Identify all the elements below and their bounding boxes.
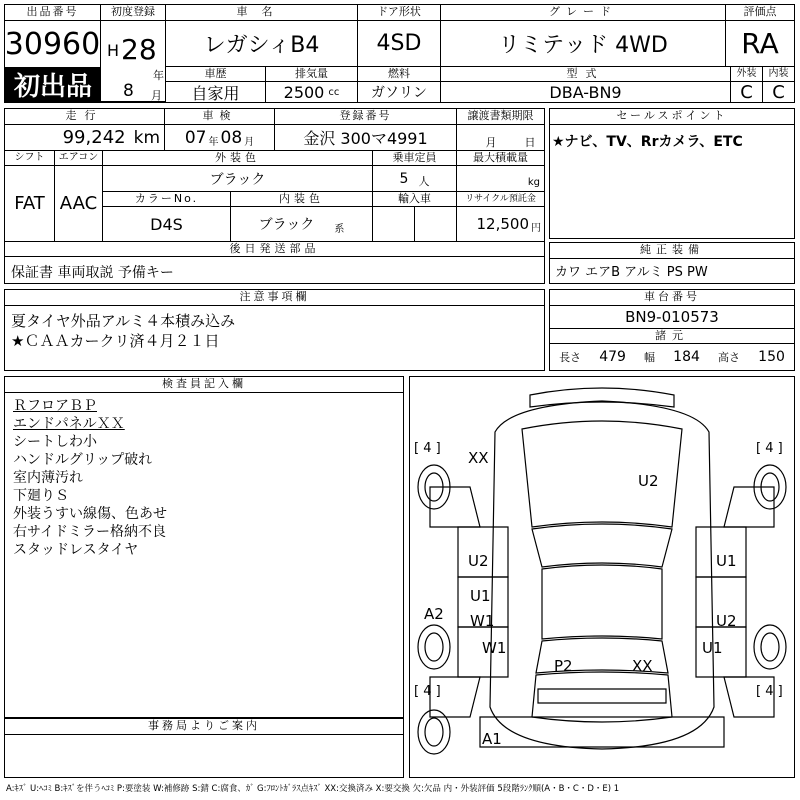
displacement-label: 排気量 <box>266 67 358 82</box>
plate-label: 登録番号 <box>275 109 457 125</box>
notes-line-1: 夏タイヤ外品アルミ４本積み込み <box>11 312 236 330</box>
mark-u2-right: U2 <box>716 612 737 630</box>
selling-point-block <box>549 108 795 239</box>
mark-u1-right-rear: U1 <box>702 639 723 657</box>
later-parts: 保証書 車両取説 予備キー <box>11 265 174 281</box>
inspection-cell <box>165 125 275 151</box>
inspector-line-2: エンドパネルＸＸ <box>13 416 125 432</box>
era: H <box>107 41 120 60</box>
color-no: D4S <box>103 207 231 242</box>
mark-w1-left-rear: W1 <box>482 639 507 657</box>
height-label: 高さ <box>718 350 741 364</box>
mileage-cell <box>5 125 165 151</box>
model: DBA-BN9 <box>441 82 731 102</box>
mark-p2-trunk: P2 <box>554 657 573 675</box>
reg-month: 8 <box>123 81 134 101</box>
score-label: 評価点 <box>726 5 794 21</box>
mileage-label: 走行 <box>5 109 165 125</box>
transfer-month: 月 <box>485 135 497 149</box>
reg-year: 28 <box>121 33 157 66</box>
notes-block <box>4 289 545 371</box>
first-reg-label: 初度登録 <box>101 5 166 21</box>
insp-year-unit: 年 <box>208 137 219 148</box>
spec-row <box>550 344 794 369</box>
selling-point-label: セールスポイント <box>550 109 794 125</box>
capacity-label: 乗車定員 <box>373 151 457 166</box>
int-color-unit: 系 <box>334 223 345 235</box>
height: 150 <box>758 348 785 365</box>
insp-month-unit: 月 <box>244 137 255 148</box>
recycle-unit: 円 <box>531 222 541 234</box>
length: 479 <box>599 348 626 365</box>
ext-label: 外装 <box>731 67 763 82</box>
mark-a2-left: A2 <box>424 605 444 623</box>
displacement-cell <box>266 82 358 102</box>
mark-u1-left: U1 <box>470 587 491 605</box>
door-type: 4SD <box>358 21 441 67</box>
color-no-label: カラーNo. <box>103 192 231 207</box>
mark-u2-left-door: U2 <box>468 552 489 570</box>
recycle-cell <box>457 207 544 242</box>
mark-xx-front: XX <box>468 449 489 467</box>
first-reg-cell <box>101 21 166 102</box>
inspector-line-4: ハンドルグリップ破れ <box>13 452 153 468</box>
int-score: C <box>772 81 785 103</box>
recycle-label: リサイクル預託金 <box>457 192 544 207</box>
transfer-label: 譲渡書類期限 <box>457 109 544 125</box>
inspector-line-3: シートしわ小 <box>13 434 97 450</box>
tire-front-left: [ 4 ] <box>414 441 441 456</box>
fuel: ガソリン <box>358 82 441 102</box>
shift-label: シフト <box>5 151 55 166</box>
history: 自家用 <box>166 82 266 102</box>
grade-label: グレード <box>441 5 726 21</box>
inspector-line-1: ＲフロアＢＰ <box>13 398 97 414</box>
mark-a1-rear: A1 <box>482 730 502 748</box>
tire-front-right: [ 4 ] <box>756 441 783 456</box>
insp-year: 07 <box>184 127 207 148</box>
transfer-cell <box>457 125 544 151</box>
later-parts-label: 後日発送部品 <box>5 242 544 257</box>
year-unit: 年 <box>153 69 164 82</box>
color-label: 外装色 <box>103 151 373 166</box>
car-name-label: 車名 <box>166 5 358 21</box>
car-outline <box>410 377 794 777</box>
inspector-line-6: 下廻りＳ <box>13 488 69 504</box>
capacity: 5 <box>399 170 409 187</box>
equipment-block <box>549 242 795 284</box>
width-label: 幅 <box>644 350 656 364</box>
car-name: レガシィB4 <box>166 21 358 67</box>
equipment: カワ エアB アルミ PS PW <box>555 265 708 280</box>
int-color: ブラック <box>258 217 315 233</box>
transfer-day: 日 <box>524 135 536 149</box>
length-label: 長さ <box>559 350 582 364</box>
width: 184 <box>673 348 700 365</box>
header-block <box>4 4 795 103</box>
vehicle-info-block <box>4 108 545 284</box>
first-listing-badge: 初出品 <box>5 67 101 102</box>
import-label: 輸入車 <box>373 192 457 207</box>
load-unit: kg <box>527 177 540 188</box>
mark-w1-left: W1 <box>470 612 495 630</box>
int-label: 内装 <box>763 67 794 82</box>
model-label: 型式 <box>441 67 731 82</box>
chassis-block <box>549 289 795 371</box>
selling-point: ★ナビ、TV、Rrカメラ、ETC <box>552 134 743 150</box>
chassis-number: BN9-010573 <box>550 305 794 329</box>
import-cell-b <box>415 207 457 242</box>
shift: FAT <box>5 166 55 242</box>
inspector-block <box>4 376 404 718</box>
inspector-line-5: 室内薄汚れ <box>13 470 83 486</box>
spec-label: 諸元 <box>550 329 794 344</box>
insp-month: 08 <box>220 127 243 148</box>
tire-rear-left: [ 4 ] <box>414 684 441 699</box>
door-label: ドア形状 <box>358 5 441 21</box>
office-block <box>4 718 404 778</box>
load-label: 最大積載量 <box>457 151 544 166</box>
recycle: 12,500 <box>476 215 529 233</box>
ac-label: エアコン <box>55 151 103 166</box>
tire-rear-right: [ 4 ] <box>756 684 783 699</box>
mark-xx-rear: XX <box>632 657 653 675</box>
lot-label: 出品番号 <box>5 5 101 21</box>
month-unit: 月 <box>151 89 162 102</box>
displacement-unit: cc <box>328 86 340 98</box>
ext-score: C <box>731 82 763 102</box>
inspection-label: 車検 <box>165 109 275 125</box>
history-label: 車歴 <box>166 67 266 82</box>
office-label: 事務局よりご案内 <box>5 719 403 735</box>
exterior-color: ブラック <box>103 166 373 192</box>
notes-line-2: ★ＣＡＡカークリ済４月２１日 <box>11 332 220 350</box>
equipment-label: 純正装備 <box>550 243 794 259</box>
notes-label: 注意事項欄 <box>5 290 544 306</box>
displacement: 2500 <box>283 82 325 102</box>
legend: A:ｷｽﾞ U:ﾍｺﾐ B:ｷｽﾞを伴うﾍｺﾐ P:要塗装 W:補修跡 S:錆 C:腐食、ｶﾞ G:ﾌﾛﾝﾄｶﾞﾗｽ点ｷｽﾞ XX:交換済み X:要交換 欠:欠品 内・外装評価 5段階ﾗﾝｸ順(A・B・C・D・E) 1 <box>6 784 620 794</box>
mark-u1-right-door: U1 <box>716 552 737 570</box>
capacity-cell <box>373 166 457 192</box>
damage-diagram <box>409 376 795 778</box>
inspector-line-9: スタッドレスタイヤ <box>13 542 139 558</box>
int-color-cell <box>231 207 373 242</box>
inspector-line-8: 右サイドミラー格納不良 <box>13 524 167 540</box>
fuel-label: 燃料 <box>358 67 441 82</box>
capacity-unit: 人 <box>418 174 430 188</box>
lot-number: 30960 <box>5 21 101 67</box>
import-cell-a <box>373 207 415 242</box>
mileage: 99,242 <box>62 127 126 148</box>
mileage-unit: km <box>133 127 160 148</box>
int-color-label: 内装色 <box>231 192 373 207</box>
load-cell <box>457 166 544 192</box>
ac: AAC <box>55 166 103 242</box>
chassis-label: 車台番号 <box>550 290 794 306</box>
grade: リミテッド 4WD <box>441 21 726 67</box>
score: RA <box>726 21 794 67</box>
inspector-line-7: 外装うすい線傷、色あせ <box>13 506 167 522</box>
plate: 金沢 300マ4991 <box>275 125 457 151</box>
inspector-label: 検査員記入欄 <box>5 377 403 393</box>
mark-u2-hood: U2 <box>638 472 659 490</box>
